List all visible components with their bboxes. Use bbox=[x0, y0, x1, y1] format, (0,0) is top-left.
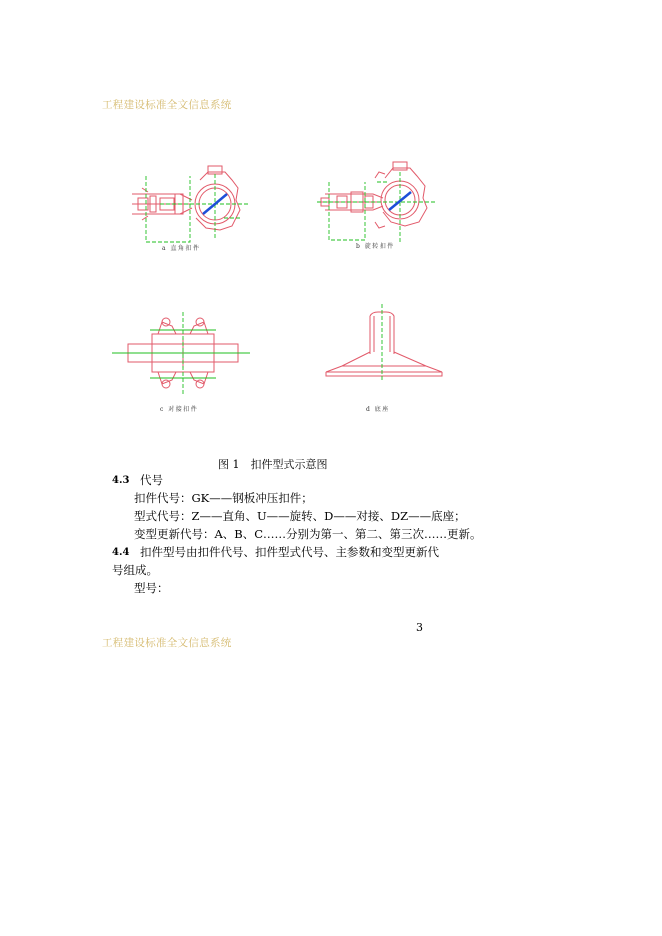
section-4-3-line1: 扣件代号：GK——钢板冲压扣件； bbox=[134, 491, 313, 505]
section-4-3-line2: 型式代号：Z——直角、U——旋转、D——对接、DZ——底座； bbox=[134, 509, 466, 523]
figure-caption: 图 1 扣件型式示意图 bbox=[218, 458, 328, 471]
section-4-3-title: 代号 bbox=[140, 473, 163, 487]
figure-b-swivel-coupler bbox=[315, 158, 440, 246]
section-4-3-line3: 变型更新代号：A、B、C……分别为第一、第二、第三次……更新。 bbox=[134, 527, 482, 541]
figure-a-right-angle-coupler bbox=[120, 160, 260, 245]
section-4-4-line3: 型号： bbox=[134, 581, 169, 595]
section-4-3-number: 4.3 bbox=[112, 475, 130, 486]
figure-b-label: b 旋转扣件 bbox=[356, 243, 395, 250]
section-4-4-text-line1: 扣件型号由扣件代号、扣件型式代号、主参数和变型更新代 bbox=[140, 545, 439, 559]
watermark-top: 工程建设标准全文信息系统 bbox=[102, 99, 232, 111]
watermark-bottom: 工程建设标准全文信息系统 bbox=[102, 637, 232, 649]
page-number: 3 bbox=[416, 621, 423, 634]
figure-a-label: a 直角扣件 bbox=[162, 245, 201, 252]
figure-d-base bbox=[322, 302, 447, 382]
section-4-4-number: 4.4 bbox=[112, 547, 130, 558]
section-4-4-text-line2: 号组成。 bbox=[112, 563, 158, 577]
figure-c-label: c 对接扣件 bbox=[160, 406, 199, 413]
figure-c-butt-coupler bbox=[110, 308, 255, 398]
figure-d-label: d 底座 bbox=[366, 406, 390, 413]
